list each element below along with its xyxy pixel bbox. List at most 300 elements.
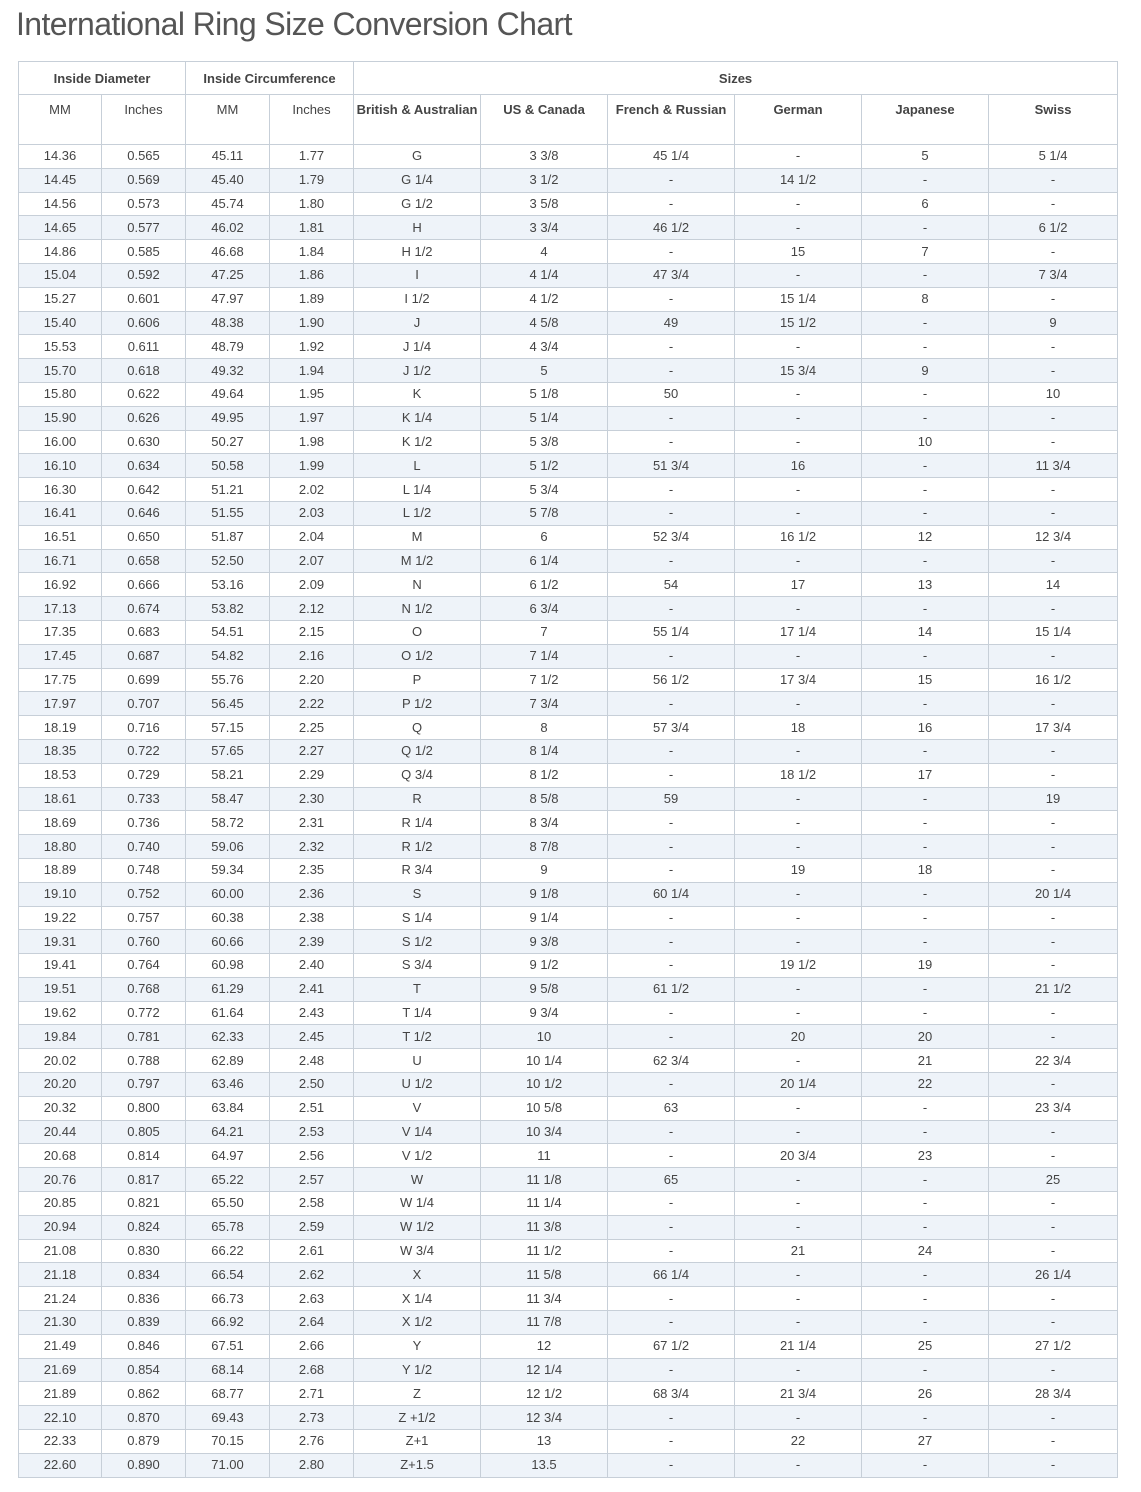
table-cell: 46 1/2 <box>608 216 735 240</box>
table-cell: L 1/2 <box>354 501 481 525</box>
table-cell: 5 7/8 <box>481 501 608 525</box>
table-cell: 0.862 <box>102 1382 186 1406</box>
table-cell: 62.33 <box>186 1025 270 1049</box>
table-cell: 0.834 <box>102 1263 186 1287</box>
table-cell: 68.14 <box>186 1358 270 1382</box>
table-cell: - <box>608 906 735 930</box>
table-cell: G 1/4 <box>354 168 481 192</box>
table-cell: 0.797 <box>102 1073 186 1097</box>
table-cell: - <box>862 1215 989 1239</box>
table-row <box>19 1311 1118 1335</box>
table-cell: - <box>735 192 862 216</box>
table-row <box>19 501 1118 525</box>
table-cell: - <box>608 763 735 787</box>
table-cell: 49.64 <box>186 382 270 406</box>
table-cell: 1.97 <box>270 406 354 430</box>
table-cell: 45 1/4 <box>608 145 735 169</box>
table-cell: M <box>354 525 481 549</box>
table-cell: 25 <box>989 1168 1118 1192</box>
table-row <box>19 1430 1118 1454</box>
table-cell: 6 1/2 <box>481 573 608 597</box>
table-cell: P 1/2 <box>354 692 481 716</box>
table-cell: 2.40 <box>270 954 354 978</box>
table-cell: 8 3/4 <box>481 811 608 835</box>
table-row <box>19 192 1118 216</box>
table-cell: 15 1/4 <box>735 287 862 311</box>
table-cell: - <box>989 1311 1118 1335</box>
ring-size-table <box>18 61 1118 1478</box>
table-cell: 0.618 <box>102 359 186 383</box>
table-cell: 19.51 <box>19 977 102 1001</box>
table-cell: 45.74 <box>186 192 270 216</box>
table-cell: 1.79 <box>270 168 354 192</box>
table-cell: 16 1/2 <box>735 525 862 549</box>
table-cell: - <box>862 1263 989 1287</box>
table-cell: 2.59 <box>270 1215 354 1239</box>
table-row <box>19 1049 1118 1073</box>
table-row <box>19 1096 1118 1120</box>
table-cell: - <box>735 692 862 716</box>
table-cell: 19 <box>735 858 862 882</box>
table-cell: 15.27 <box>19 287 102 311</box>
table-cell: 2.07 <box>270 549 354 573</box>
table-cell: 21 <box>735 1239 862 1263</box>
table-cell: - <box>862 311 989 335</box>
table-row <box>19 478 1118 502</box>
table-cell: - <box>989 1239 1118 1263</box>
table-cell: 19.10 <box>19 882 102 906</box>
table-cell: 66.92 <box>186 1311 270 1335</box>
column-header-swiss: Swiss <box>989 95 1118 145</box>
table-cell: - <box>608 1025 735 1049</box>
table-cell: - <box>608 644 735 668</box>
table-cell: 1.81 <box>270 216 354 240</box>
table-cell: - <box>989 549 1118 573</box>
table-cell: 17.13 <box>19 597 102 621</box>
table-cell: - <box>608 1239 735 1263</box>
table-cell: 12 3/4 <box>481 1406 608 1430</box>
table-cell: 0.814 <box>102 1144 186 1168</box>
table-cell: 23 3/4 <box>989 1096 1118 1120</box>
table-cell: - <box>735 1192 862 1216</box>
table-cell: 11 1/2 <box>481 1239 608 1263</box>
table-cell: 0.788 <box>102 1049 186 1073</box>
table-cell: - <box>735 930 862 954</box>
table-cell: 0.658 <box>102 549 186 573</box>
table-cell: 2.64 <box>270 1311 354 1335</box>
table-row <box>19 835 1118 859</box>
table-cell: 0.729 <box>102 763 186 787</box>
table-cell: 0.879 <box>102 1430 186 1454</box>
table-cell: 5 1/2 <box>481 454 608 478</box>
table-cell: 71.00 <box>186 1453 270 1477</box>
table-cell: 45.11 <box>186 145 270 169</box>
table-cell: 2.32 <box>270 835 354 859</box>
table-cell: 20.02 <box>19 1049 102 1073</box>
table-cell: - <box>608 692 735 716</box>
table-cell: 60.38 <box>186 906 270 930</box>
table-cell: 11 <box>481 1144 608 1168</box>
table-cell: 53.16 <box>186 573 270 597</box>
table-cell: S 1/4 <box>354 906 481 930</box>
table-cell: 2.04 <box>270 525 354 549</box>
table-row <box>19 406 1118 430</box>
table-cell: 19 <box>989 787 1118 811</box>
table-cell: W 1/4 <box>354 1192 481 1216</box>
table-cell: R 3/4 <box>354 858 481 882</box>
table-cell: 65.78 <box>186 1215 270 1239</box>
table-cell: 50.58 <box>186 454 270 478</box>
table-cell: - <box>862 1311 989 1335</box>
table-body <box>19 145 1118 1478</box>
table-cell: - <box>862 644 989 668</box>
table-cell: 51.87 <box>186 525 270 549</box>
table-cell: 7 1/4 <box>481 644 608 668</box>
table-cell: 9 <box>481 858 608 882</box>
table-cell: 0.824 <box>102 1215 186 1239</box>
table-cell: - <box>735 739 862 763</box>
table-cell: 54.51 <box>186 620 270 644</box>
table-cell: 2.36 <box>270 882 354 906</box>
table-cell: 16.71 <box>19 549 102 573</box>
table-cell: - <box>735 1311 862 1335</box>
table-cell: 3 3/8 <box>481 145 608 169</box>
table-cell: 8 <box>862 287 989 311</box>
table-cell: I <box>354 263 481 287</box>
table-cell: - <box>862 382 989 406</box>
table-cell: 15.90 <box>19 406 102 430</box>
table-cell: - <box>735 382 862 406</box>
table-cell: 21.69 <box>19 1358 102 1382</box>
table-cell: 2.16 <box>270 644 354 668</box>
table-cell: S <box>354 882 481 906</box>
table-cell: 11 7/8 <box>481 1311 608 1335</box>
table-cell: - <box>989 240 1118 264</box>
table-row <box>19 811 1118 835</box>
table-cell: Q 3/4 <box>354 763 481 787</box>
table-cell: 70.15 <box>186 1430 270 1454</box>
table-cell: 0.781 <box>102 1025 186 1049</box>
table-cell: 20 1/4 <box>735 1073 862 1097</box>
table-cell: K 1/2 <box>354 430 481 454</box>
table-cell: 1.95 <box>270 382 354 406</box>
table-cell: - <box>735 1001 862 1025</box>
table-cell: 54.82 <box>186 644 270 668</box>
table-cell: - <box>989 906 1118 930</box>
table-row <box>19 216 1118 240</box>
table-cell: 10 3/4 <box>481 1120 608 1144</box>
table-cell: 53.82 <box>186 597 270 621</box>
table-cell: T <box>354 977 481 1001</box>
table-cell: 56 1/2 <box>608 668 735 692</box>
table-cell: - <box>608 1287 735 1311</box>
table-cell: - <box>989 168 1118 192</box>
table-cell: 2.61 <box>270 1239 354 1263</box>
table-cell: - <box>608 240 735 264</box>
table-cell: 17 3/4 <box>735 668 862 692</box>
table-cell: 59.34 <box>186 858 270 882</box>
table-cell: 18.80 <box>19 835 102 859</box>
table-cell: 61.29 <box>186 977 270 1001</box>
table-cell: S 3/4 <box>354 954 481 978</box>
table-row <box>19 716 1118 740</box>
table-cell: 2.29 <box>270 763 354 787</box>
table-cell: 27 1/2 <box>989 1334 1118 1358</box>
table-cell: 14.45 <box>19 168 102 192</box>
table-cell: 2.76 <box>270 1430 354 1454</box>
table-cell: 2.27 <box>270 739 354 763</box>
table-cell: 55.76 <box>186 668 270 692</box>
table-cell: 0.817 <box>102 1168 186 1192</box>
table-cell: 2.30 <box>270 787 354 811</box>
table-cell: Z <box>354 1382 481 1406</box>
table-cell: - <box>862 1120 989 1144</box>
table-cell: - <box>735 811 862 835</box>
table-cell: M 1/2 <box>354 549 481 573</box>
table-row <box>19 1192 1118 1216</box>
table-cell: 0.764 <box>102 954 186 978</box>
group-header-sizes: Sizes <box>354 62 1118 95</box>
table-cell: - <box>989 1215 1118 1239</box>
table-cell: 18.69 <box>19 811 102 835</box>
table-cell: 63.46 <box>186 1073 270 1097</box>
table-cell: 2.50 <box>270 1073 354 1097</box>
table-row <box>19 787 1118 811</box>
table-cell: Q 1/2 <box>354 739 481 763</box>
table-cell: 16.41 <box>19 501 102 525</box>
table-cell: G <box>354 145 481 169</box>
table-cell: 0.733 <box>102 787 186 811</box>
table-cell: 16.92 <box>19 573 102 597</box>
table-cell: 10 <box>481 1025 608 1049</box>
table-cell: 18 1/2 <box>735 763 862 787</box>
table-cell: - <box>989 501 1118 525</box>
page-title: International Ring Size Conversion Chart <box>16 6 572 42</box>
table-row <box>19 145 1118 169</box>
table-cell: 15.80 <box>19 382 102 406</box>
table-cell: 21.24 <box>19 1287 102 1311</box>
table-header <box>19 62 1118 145</box>
table-cell: 1.80 <box>270 192 354 216</box>
table-cell: - <box>862 549 989 573</box>
table-cell: 12 <box>862 525 989 549</box>
table-cell: 2.41 <box>270 977 354 1001</box>
column-header-french-russian: French & Russian <box>608 95 735 145</box>
table-cell: 12 <box>481 1334 608 1358</box>
table-cell: L 1/4 <box>354 478 481 502</box>
table-cell: 15 3/4 <box>735 359 862 383</box>
table-cell: - <box>735 1406 862 1430</box>
table-cell: 1.94 <box>270 359 354 383</box>
table-row <box>19 287 1118 311</box>
table-cell: 2.73 <box>270 1406 354 1430</box>
table-cell: 18.89 <box>19 858 102 882</box>
table-cell: 58.21 <box>186 763 270 787</box>
table-cell: 46.02 <box>186 216 270 240</box>
table-cell: 21.30 <box>19 1311 102 1335</box>
table-cell: 0.650 <box>102 525 186 549</box>
table-cell: 2.80 <box>270 1453 354 1477</box>
table-row <box>19 1382 1118 1406</box>
column-header-circumference-inches: Inches <box>270 95 354 145</box>
table-cell: 19.41 <box>19 954 102 978</box>
table-cell: 1.99 <box>270 454 354 478</box>
table-cell: 2.25 <box>270 716 354 740</box>
table-cell: 17 <box>735 573 862 597</box>
table-row <box>19 644 1118 668</box>
table-cell: 10 <box>862 430 989 454</box>
table-cell: - <box>608 597 735 621</box>
table-cell: 20.94 <box>19 1215 102 1239</box>
table-cell: - <box>989 811 1118 835</box>
table-cell: 56.45 <box>186 692 270 716</box>
table-cell: V 1/4 <box>354 1120 481 1144</box>
table-cell: 52 3/4 <box>608 525 735 549</box>
table-cell: 66.73 <box>186 1287 270 1311</box>
table-cell: - <box>862 787 989 811</box>
table-cell: - <box>608 1406 735 1430</box>
table-cell: 62.89 <box>186 1049 270 1073</box>
table-cell: Q <box>354 716 481 740</box>
table-cell: 1.89 <box>270 287 354 311</box>
table-cell: - <box>608 1192 735 1216</box>
table-cell: 18.19 <box>19 716 102 740</box>
table-cell: - <box>608 501 735 525</box>
table-cell: 16.30 <box>19 478 102 502</box>
table-cell: 55 1/4 <box>608 620 735 644</box>
table-cell: - <box>735 1096 862 1120</box>
column-header-us-canada: US & Canada <box>481 95 608 145</box>
table-cell: 25 <box>862 1334 989 1358</box>
table-cell: - <box>862 906 989 930</box>
table-cell: G 1/2 <box>354 192 481 216</box>
table-cell: 57 3/4 <box>608 716 735 740</box>
table-cell: 2.15 <box>270 620 354 644</box>
table-cell: 4 1/2 <box>481 287 608 311</box>
table-cell: 57.15 <box>186 716 270 740</box>
table-cell: 21.89 <box>19 1382 102 1406</box>
table-cell: 9 3/8 <box>481 930 608 954</box>
table-cell: 0.569 <box>102 168 186 192</box>
table-cell: 2.45 <box>270 1025 354 1049</box>
table-cell: 5 3/4 <box>481 478 608 502</box>
table-cell: - <box>862 597 989 621</box>
table-row <box>19 954 1118 978</box>
table-cell: 21.49 <box>19 1334 102 1358</box>
table-cell: 50 <box>608 382 735 406</box>
table-cell: 49.95 <box>186 406 270 430</box>
table-cell: - <box>862 454 989 478</box>
table-cell: 18.53 <box>19 763 102 787</box>
table-cell: 7 3/4 <box>481 692 608 716</box>
table-cell: 49 <box>608 311 735 335</box>
table-row <box>19 763 1118 787</box>
table-cell: 21 3/4 <box>735 1382 862 1406</box>
table-row <box>19 1358 1118 1382</box>
table-row <box>19 858 1118 882</box>
table-row <box>19 1073 1118 1097</box>
table-cell: 0.740 <box>102 835 186 859</box>
table-cell: 51.55 <box>186 501 270 525</box>
table-cell: - <box>735 145 862 169</box>
table-cell: 67.51 <box>186 1334 270 1358</box>
table-cell: Z+1 <box>354 1430 481 1454</box>
table-cell: 64.21 <box>186 1120 270 1144</box>
table-cell: 28 3/4 <box>989 1382 1118 1406</box>
table-cell: - <box>862 930 989 954</box>
table-cell: 18.35 <box>19 739 102 763</box>
table-cell: 24 <box>862 1239 989 1263</box>
table-cell: - <box>989 835 1118 859</box>
table-cell: 0.699 <box>102 668 186 692</box>
table-cell: 57.65 <box>186 739 270 763</box>
table-row <box>19 240 1118 264</box>
table-cell: 2.71 <box>270 1382 354 1406</box>
table-cell: - <box>989 1025 1118 1049</box>
table-cell: - <box>989 692 1118 716</box>
table-cell: 2.22 <box>270 692 354 716</box>
table-cell: 4 1/4 <box>481 263 608 287</box>
table-cell: 9 <box>862 359 989 383</box>
table-cell: 13.5 <box>481 1453 608 1477</box>
table-cell: - <box>735 1287 862 1311</box>
table-cell: L <box>354 454 481 478</box>
table-cell: 8 7/8 <box>481 835 608 859</box>
table-cell: - <box>989 478 1118 502</box>
table-cell: 2.63 <box>270 1287 354 1311</box>
table-cell: 0.830 <box>102 1239 186 1263</box>
table-cell: 8 5/8 <box>481 787 608 811</box>
table-cell: 0.630 <box>102 430 186 454</box>
table-cell: - <box>608 1120 735 1144</box>
table-cell: 20 3/4 <box>735 1144 862 1168</box>
table-cell: 6 <box>481 525 608 549</box>
table-row <box>19 1025 1118 1049</box>
table-cell: 8 1/4 <box>481 739 608 763</box>
table-cell: 0.626 <box>102 406 186 430</box>
table-cell: 11 1/4 <box>481 1192 608 1216</box>
table-cell: 6 3/4 <box>481 597 608 621</box>
table-cell: 15 1/2 <box>735 311 862 335</box>
table-cell: 3 3/4 <box>481 216 608 240</box>
table-cell: 2.51 <box>270 1096 354 1120</box>
table-cell: - <box>608 858 735 882</box>
table-cell: 16.10 <box>19 454 102 478</box>
table-cell: - <box>735 1168 862 1192</box>
table-cell: 0.642 <box>102 478 186 502</box>
table-cell: 14.86 <box>19 240 102 264</box>
table-cell: - <box>989 1406 1118 1430</box>
table-cell: 7 <box>862 240 989 264</box>
table-cell: - <box>862 1406 989 1430</box>
table-cell: 0.722 <box>102 739 186 763</box>
table-row <box>19 1144 1118 1168</box>
table-cell: 10 1/4 <box>481 1049 608 1073</box>
table-cell: Y 1/2 <box>354 1358 481 1382</box>
table-cell: 69.43 <box>186 1406 270 1430</box>
table-row <box>19 906 1118 930</box>
table-cell: 0.846 <box>102 1334 186 1358</box>
table-cell: Z +1/2 <box>354 1406 481 1430</box>
table-cell: 0.870 <box>102 1406 186 1430</box>
table-cell: O 1/2 <box>354 644 481 668</box>
table-cell: 17.35 <box>19 620 102 644</box>
table-cell: - <box>608 1073 735 1097</box>
column-header-circumference-mm: MM <box>186 95 270 145</box>
table-cell: 26 1/4 <box>989 1263 1118 1287</box>
table-cell: 4 <box>481 240 608 264</box>
table-cell: 4 3/4 <box>481 335 608 359</box>
